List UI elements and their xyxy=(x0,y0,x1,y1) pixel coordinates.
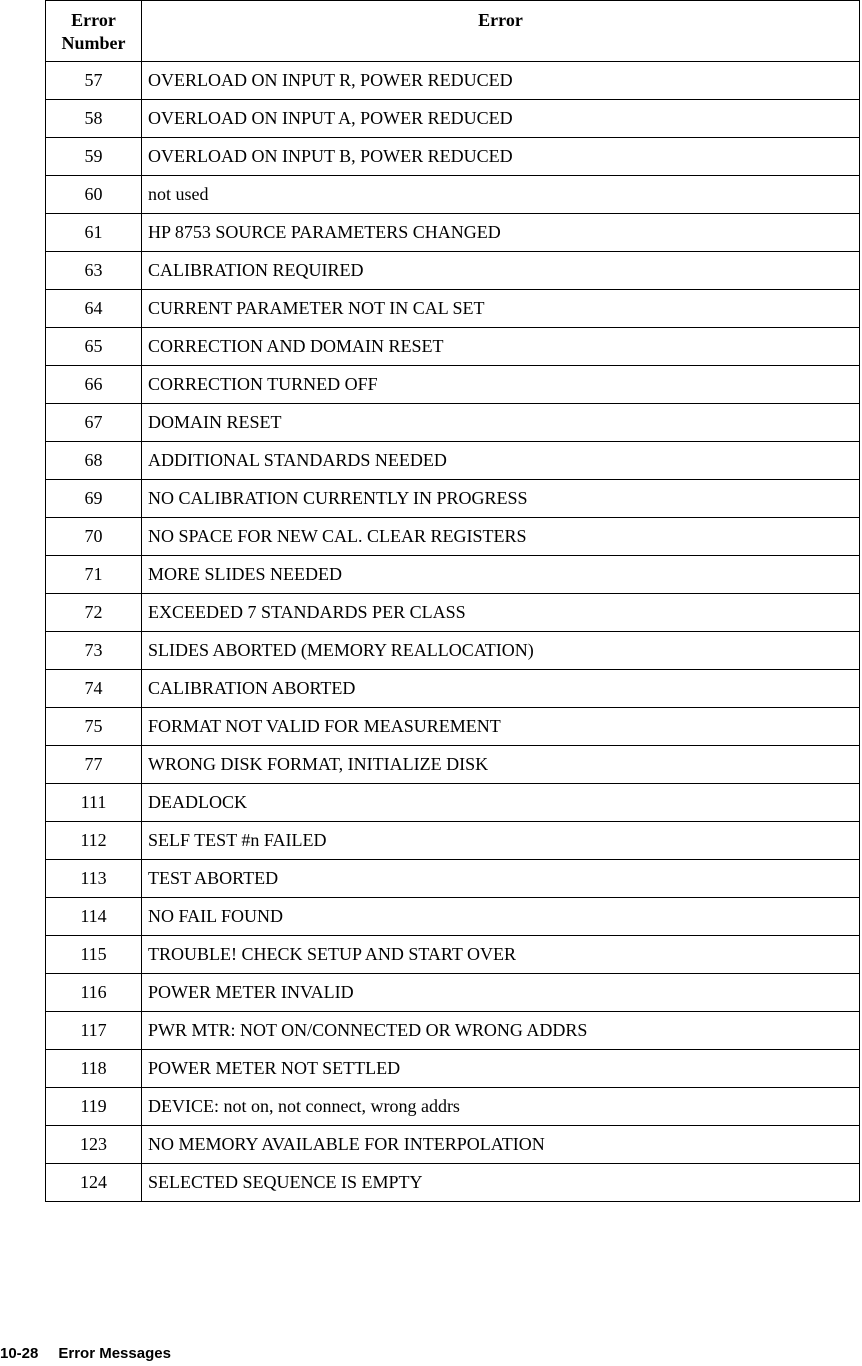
error-number-cell: 123 xyxy=(46,1126,142,1164)
table-row xyxy=(46,860,860,898)
error-number-cell: 111 xyxy=(46,784,142,822)
table-row xyxy=(46,1088,860,1126)
table-row xyxy=(46,138,860,176)
error-message-cell: OVERLOAD ON INPUT R, POWER REDUCED xyxy=(142,62,860,100)
table-row xyxy=(46,632,860,670)
error-message-cell: CURRENT PARAMETER NOT IN CAL SET xyxy=(142,290,860,328)
table-row xyxy=(46,784,860,822)
table-row xyxy=(46,594,860,632)
table-header xyxy=(46,1,860,62)
table-row xyxy=(46,214,860,252)
error-number-cell: 117 xyxy=(46,1012,142,1050)
error-number-cell: 72 xyxy=(46,594,142,632)
table-row xyxy=(46,290,860,328)
error-message-cell: SELECTED SEQUENCE IS EMPTY xyxy=(142,1164,860,1202)
error-number-cell: 61 xyxy=(46,214,142,252)
table-row xyxy=(46,100,860,138)
table-row xyxy=(46,936,860,974)
error-number-cell: 115 xyxy=(46,936,142,974)
table-row xyxy=(46,480,860,518)
table-row xyxy=(46,746,860,784)
error-number-cell: 77 xyxy=(46,746,142,784)
error-message-cell: WRONG DISK FORMAT, INITIALIZE DISK xyxy=(142,746,860,784)
error-message-cell: MORE SLIDES NEEDED xyxy=(142,556,860,594)
table-row xyxy=(46,1050,860,1088)
error-message-cell: HP 8753 SOURCE PARAMETERS CHANGED xyxy=(142,214,860,252)
error-number-cell: 70 xyxy=(46,518,142,556)
error-number-cell: 64 xyxy=(46,290,142,328)
error-message-cell: CORRECTION TURNED OFF xyxy=(142,366,860,404)
table-row xyxy=(46,1126,860,1164)
error-number-cell: 59 xyxy=(46,138,142,176)
table-row xyxy=(46,518,860,556)
table-row xyxy=(46,670,860,708)
error-message-cell: CORRECTION AND DOMAIN RESET xyxy=(142,328,860,366)
error-message-cell: POWER METER INVALID xyxy=(142,974,860,1012)
error-number-cell: 74 xyxy=(46,670,142,708)
table-row xyxy=(46,62,860,100)
error-message-cell: TEST ABORTED xyxy=(142,860,860,898)
error-number-cell: 65 xyxy=(46,328,142,366)
error-number-header-line2: Number xyxy=(61,33,126,53)
table-row xyxy=(46,822,860,860)
table-row xyxy=(46,898,860,936)
error-number-cell: 63 xyxy=(46,252,142,290)
section-title: Error Messages xyxy=(58,1345,171,1362)
error-message-cell: PWR MTR: NOT ON/CONNECTED OR WRONG ADDRS xyxy=(142,1012,860,1050)
error-number-cell: 114 xyxy=(46,898,142,936)
error-message-cell: DEVICE: not on, not connect, wrong addrs xyxy=(142,1088,860,1126)
page-footer xyxy=(0,1345,171,1362)
error-message-cell: CALIBRATION REQUIRED xyxy=(142,252,860,290)
error-message-cell: DEADLOCK xyxy=(142,784,860,822)
error-message-cell: EXCEEDED 7 STANDARDS PER CLASS xyxy=(142,594,860,632)
table-body xyxy=(46,62,860,1202)
table-row xyxy=(46,708,860,746)
error-message-cell: SELF TEST #n FAILED xyxy=(142,822,860,860)
table-row xyxy=(46,556,860,594)
error-message-cell: OVERLOAD ON INPUT A, POWER REDUCED xyxy=(142,100,860,138)
error-number-cell: 57 xyxy=(46,62,142,100)
error-message-cell: not used xyxy=(142,176,860,214)
error-number-cell: 69 xyxy=(46,480,142,518)
error-number-cell: 124 xyxy=(46,1164,142,1202)
error-number-header-line1: Error xyxy=(71,10,116,30)
error-message-cell: NO FAIL FOUND xyxy=(142,898,860,936)
table-row xyxy=(46,252,860,290)
error-message-cell: OVERLOAD ON INPUT B, POWER REDUCED xyxy=(142,138,860,176)
error-number-cell: 68 xyxy=(46,442,142,480)
error-number-cell: 75 xyxy=(46,708,142,746)
error-message-cell: SLIDES ABORTED (MEMORY REALLOCATION) xyxy=(142,632,860,670)
error-number-cell: 113 xyxy=(46,860,142,898)
error-message-cell: DOMAIN RESET xyxy=(142,404,860,442)
error-number-cell: 71 xyxy=(46,556,142,594)
error-message-cell: POWER METER NOT SETTLED xyxy=(142,1050,860,1088)
error-message-cell: NO SPACE FOR NEW CAL. CLEAR REGISTERS xyxy=(142,518,860,556)
error-number-cell: 67 xyxy=(46,404,142,442)
error-message-cell: NO MEMORY AVAILABLE FOR INTERPOLATION xyxy=(142,1126,860,1164)
error-message-cell: NO CALIBRATION CURRENTLY IN PROGRESS xyxy=(142,480,860,518)
error-message-cell: TROUBLE! CHECK SETUP AND START OVER xyxy=(142,936,860,974)
error-message-cell: ADDITIONAL STANDARDS NEEDED xyxy=(142,442,860,480)
error-number-cell: 73 xyxy=(46,632,142,670)
error-message-cell: FORMAT NOT VALID FOR MEASUREMENT xyxy=(142,708,860,746)
table-row xyxy=(46,328,860,366)
error-message-cell: CALIBRATION ABORTED xyxy=(142,670,860,708)
page-number: 10-28 xyxy=(0,1345,39,1362)
error-message-header: Error xyxy=(142,1,860,62)
table-row xyxy=(46,1164,860,1202)
header-row xyxy=(46,1,860,62)
error-number-cell: 116 xyxy=(46,974,142,1012)
table-row xyxy=(46,974,860,1012)
table-row xyxy=(46,442,860,480)
error-number-cell: 58 xyxy=(46,100,142,138)
table-row xyxy=(46,1012,860,1050)
table-row xyxy=(46,404,860,442)
error-number-cell: 66 xyxy=(46,366,142,404)
error-number-cell: 118 xyxy=(46,1050,142,1088)
error-number-cell: 112 xyxy=(46,822,142,860)
error-number-cell: 119 xyxy=(46,1088,142,1126)
error-number-cell: 60 xyxy=(46,176,142,214)
table-row xyxy=(46,176,860,214)
table-row xyxy=(46,366,860,404)
error-number-header xyxy=(46,1,142,62)
error-messages-table xyxy=(45,0,860,1202)
